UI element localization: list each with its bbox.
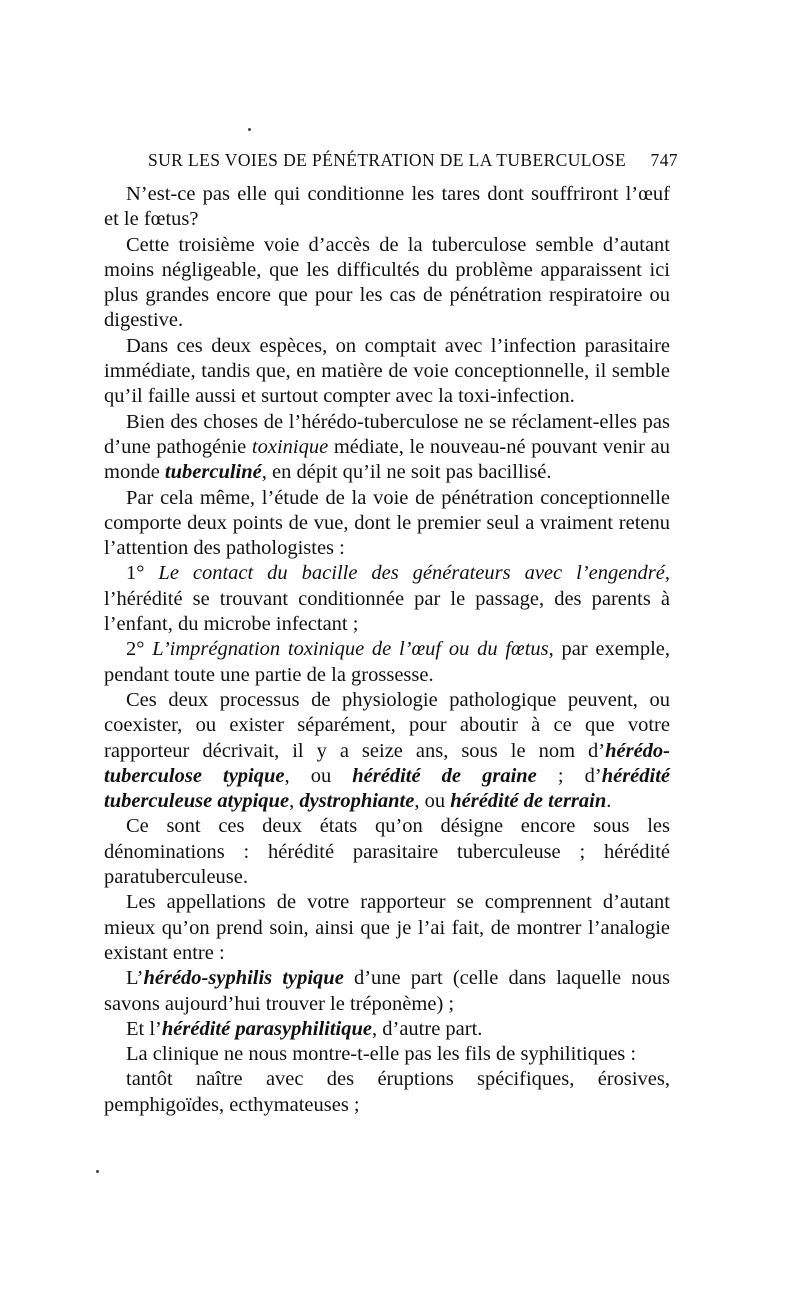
italic-phrase: hérédo-syphilis typique [143, 967, 344, 990]
italic-phrase: tuberculiné [164, 461, 262, 484]
text-run: N’est-ce pas elle qui conditionne les tares dont souffriront l’œuf et le fœtus? [104, 183, 670, 231]
paragraph [104, 486, 670, 562]
italic-phrase: hérédité de terrain [450, 790, 607, 813]
italic-phrase: hérédité tuberculeuse atypique [104, 764, 671, 813]
text-run: Cette troisième voie d’accès de la tuberculose semble d’autant moins négligeable, que les difficultés du problème apparaissent ici plus grandes encore que pour les cas de pénétration respiratoire ou digestive. [104, 233, 670, 332]
body-text [104, 182, 670, 1118]
text-run: Et l’ [126, 1017, 162, 1040]
paragraph [104, 966, 670, 1017]
italic-phrase: toxinique [251, 435, 329, 458]
paragraph [104, 814, 670, 890]
text-run: , [289, 790, 300, 813]
text-run: Dans ces deux espèces, on comptait avec l’infection parasitaire immédiate, tandis que, en matière de voie conceptionnelle, il semble qu’il faille aussi et surtout compter avec la toxi-infection. [104, 334, 670, 408]
italic-phrase: hérédité de graine [352, 764, 537, 787]
paragraph [104, 233, 670, 334]
text-run: ; d’ [536, 764, 602, 787]
print-speck [96, 1170, 99, 1173]
text-run: . [606, 790, 612, 813]
text-run: , ou [414, 790, 451, 813]
print-speck [248, 128, 251, 131]
text-run: Bien des choses de l’hérédo-tuberculose ne se réclament-elles pas d’une pathogénie [104, 410, 670, 458]
paragraph [104, 410, 670, 486]
paragraph [104, 334, 670, 410]
text-run: , l’hérédité se trouvant conditionnée par le passage, des parents à l’enfant, du microbe infectant ; [104, 562, 671, 636]
italic-phrase: dystrophiante [299, 790, 415, 813]
paragraph [104, 1017, 670, 1042]
text-run: médiate, le nouveau-né pouvant venir au monde [104, 435, 670, 484]
italic-phrase: hérédité parasyphilitique [161, 1017, 372, 1040]
italic-phrase: Le contact du bacille des générateurs avec l’engendré [158, 562, 665, 585]
running-title: SUR LES VOIES DE PÉNÉTRATION DE LA TUBERCULOSE [148, 150, 627, 170]
text-run: 1° [126, 562, 159, 585]
text-run: Ce sont ces deux états qu’on désigne encore sous les dénominations : hérédité parasitaire tuberculeuse ; hérédité paratuberculeuse. [104, 815, 670, 889]
text-run: La clinique ne nous montre-t-elle pas les fils de syphilitiques : [126, 1043, 637, 1066]
text-run: , ou [284, 764, 353, 787]
paragraph [104, 890, 670, 966]
paragraph [104, 182, 670, 233]
paragraph [104, 637, 670, 688]
text-run: Les appellations de votre rapporteur se comprennent d’autant mieux qu’on prend soin, ainsi que je l’ai fait, de montrer l’analogie existant entre : [104, 891, 670, 964]
paragraph [104, 1042, 670, 1067]
text-run: L’ [126, 967, 144, 990]
page-number: 747 [650, 150, 678, 170]
italic-phrase: hérédo-tuberculose typique [104, 739, 670, 787]
text-run: Par cela même, l’étude de la voie de pénétration conceptionnelle comporte deux points de vue, dont le premier seul a vraiment retenu l’attention des pathologistes : [104, 486, 670, 560]
paragraph [104, 1067, 670, 1118]
text-run: d’une part (celle dans laquelle nous savons aujourd’hui trouver le tréponème) ; [104, 967, 670, 1015]
text-run: Ces deux processus de physiologie pathologique peuvent, ou coexister, ou exister séparément, pour aboutir à ce que votre rapporteur décrivait, il y a seize ans, sous le nom d’ [104, 688, 670, 762]
running-header [148, 150, 678, 171]
text-run: , d’autre part. [372, 1017, 483, 1040]
paragraph [104, 688, 670, 814]
text-run: , par exemple, pendant toute une partie de la grossesse. [104, 638, 670, 686]
text-run: tantôt naître avec des éruptions spécifiques, érosives, pemphigoïdes, ecthymateuses ; [104, 1068, 670, 1116]
italic-phrase: L’imprégnation toxinique de l’œuf ou du fœtus [152, 638, 549, 661]
text-run: 2° [126, 638, 153, 661]
text-run: , en dépit qu’il ne soit pas bacillisé. [261, 461, 552, 484]
paragraph [104, 561, 670, 637]
